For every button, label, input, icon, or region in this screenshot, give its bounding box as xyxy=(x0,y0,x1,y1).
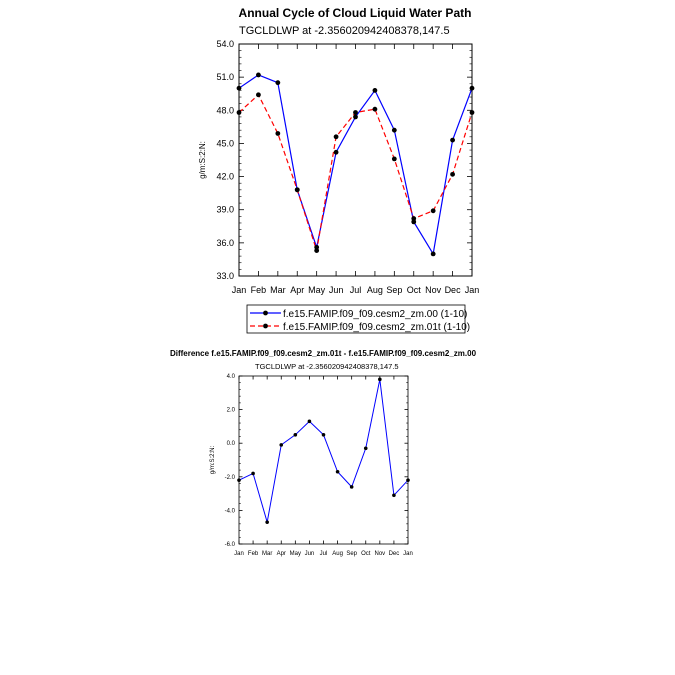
chart2-plot xyxy=(225,374,413,557)
series-1-point xyxy=(450,172,455,177)
x-tick-label: May xyxy=(289,551,302,557)
series-0-point xyxy=(237,478,241,482)
chart2-subtitle: TGCLDLWP at -2.356020942408378,147.5 xyxy=(255,362,399,371)
legend-marker-s1 xyxy=(263,311,268,316)
x-tick-label: Oct xyxy=(406,285,421,295)
series-1-point xyxy=(275,131,280,136)
series-1-point xyxy=(334,134,339,139)
x-tick-label: Jun xyxy=(304,551,315,557)
series-1-point xyxy=(411,216,416,221)
y-tick-label: -4.0 xyxy=(224,508,235,515)
legend-label-s2: f.e15.FAMIP.f09_f09.cesm2_zm.01t (1-10) xyxy=(283,322,471,333)
series-1-point xyxy=(295,187,300,192)
series-0-point xyxy=(406,478,410,482)
x-tick-label: Jan xyxy=(231,285,247,295)
x-tick-label: Sep xyxy=(346,551,358,557)
x-tick-label: Jul xyxy=(319,551,328,557)
series-1-point xyxy=(237,110,242,115)
y-tick-label: -6.0 xyxy=(224,542,235,548)
y-tick-label: 45.0 xyxy=(216,138,234,149)
series-0-point xyxy=(450,138,455,143)
series-0-point xyxy=(392,128,397,133)
y-tick-label: 54.0 xyxy=(216,39,234,49)
series-1-point xyxy=(353,110,358,115)
series-0-point xyxy=(470,86,475,91)
chart1-title: Annual Cycle of Cloud Liquid Water Path xyxy=(238,6,472,20)
x-tick-label: Feb xyxy=(247,551,259,557)
series-0-point xyxy=(378,378,382,382)
x-tick-label: Aug xyxy=(366,285,383,295)
series-1-point xyxy=(256,92,261,97)
series-0-point xyxy=(279,443,283,447)
legend-label-s1: f.e15.FAMIP.f09_f09.cesm2_zm.00 (1-10) xyxy=(283,309,468,320)
series-1-point xyxy=(392,156,397,161)
series-1-point xyxy=(314,248,319,253)
series-0-point xyxy=(336,470,340,474)
x-tick-label: Jul xyxy=(349,285,362,295)
x-tick-label: Dec xyxy=(444,285,461,295)
series-1-point xyxy=(431,208,436,213)
series-0-point xyxy=(334,150,339,155)
x-tick-label: Nov xyxy=(425,285,442,295)
x-tick-label: Apr xyxy=(290,285,305,295)
series-0-point xyxy=(294,433,298,437)
x-tick-label: Jan xyxy=(403,551,413,557)
x-tick-label: Mar xyxy=(270,285,286,295)
x-tick-label: Feb xyxy=(250,285,267,295)
chart1-legend xyxy=(247,305,470,333)
plot-frame xyxy=(239,44,472,276)
chart2-title: Difference f.e15.FAMIP.f09_f09.cesm2_zm.01t - f.e15.FAMIP.f09_f09.cesm2_zm.00 xyxy=(169,349,477,358)
chart1-plot xyxy=(216,39,479,295)
chart1-ylabel: g/m:S:2:N: xyxy=(198,141,207,179)
y-tick-label: 48.0 xyxy=(216,105,234,116)
y-tick-label: 4.0 xyxy=(226,374,235,380)
x-tick-label: Sep xyxy=(386,285,403,295)
series-0-point xyxy=(322,433,326,437)
series-0-point xyxy=(350,485,354,489)
series-0-point xyxy=(256,73,261,78)
series-0-point xyxy=(364,446,368,450)
chart2-ylabel: g/m:S:2:N: xyxy=(210,445,216,475)
y-tick-label: 42.0 xyxy=(216,171,234,182)
x-tick-label: Mar xyxy=(261,551,273,557)
series-0-point xyxy=(431,252,436,257)
series-0-point xyxy=(392,493,396,497)
x-tick-label: Jun xyxy=(328,285,344,295)
x-tick-label: Apr xyxy=(276,551,286,557)
series-1-point xyxy=(373,107,378,112)
series-0-point xyxy=(373,88,378,93)
x-tick-label: Oct xyxy=(361,551,371,557)
legend-marker-s2 xyxy=(263,324,268,329)
y-tick-label: 39.0 xyxy=(216,204,234,215)
series-1-point xyxy=(470,110,475,115)
y-tick-label: 0.0 xyxy=(226,441,235,448)
x-tick-label: Dec xyxy=(388,551,400,557)
series-line-0 xyxy=(239,75,472,254)
series-0-point xyxy=(237,86,242,91)
y-tick-label: 36.0 xyxy=(216,237,234,248)
y-tick-label: -2.0 xyxy=(224,474,235,481)
series-0-point xyxy=(251,472,255,476)
y-tick-label: 2.0 xyxy=(226,407,235,414)
chart1-subtitle: TGCLDLWP at -2.356020942408378,147.5 xyxy=(239,25,450,37)
x-tick-label: May xyxy=(308,285,326,295)
series-0-point xyxy=(265,520,269,524)
x-tick-label: Jan xyxy=(464,285,480,295)
x-tick-label: Jan xyxy=(234,551,244,557)
series-0-point xyxy=(353,115,358,120)
x-tick-label: Aug xyxy=(332,551,343,557)
series-0-point xyxy=(275,80,280,85)
y-tick-label: 51.0 xyxy=(216,72,234,83)
series-0-point xyxy=(308,420,312,424)
y-tick-label: 33.0 xyxy=(216,271,234,281)
x-tick-label: Nov xyxy=(374,551,386,557)
series-line-0 xyxy=(239,379,408,522)
